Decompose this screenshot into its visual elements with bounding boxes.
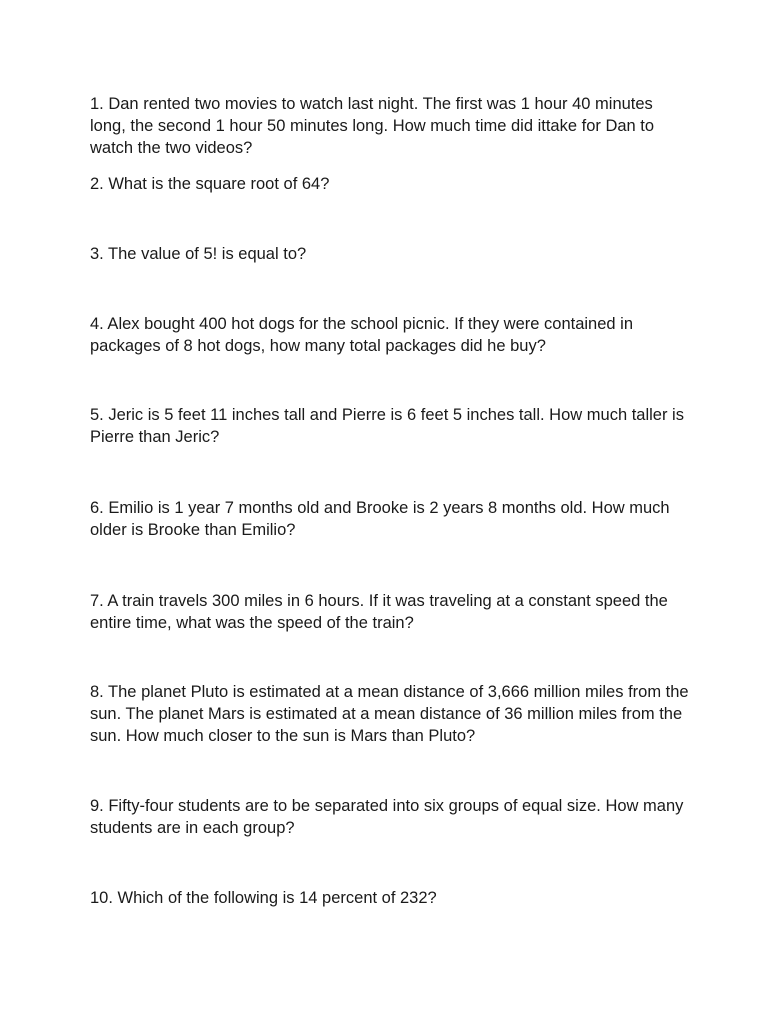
question-3: 3. The value of 5! is equal to? — [90, 245, 307, 263]
question-2: 2. What is the square root of 64? — [90, 175, 330, 193]
question-8: 8. The planet Pluto is estimated at a mean distance of 3,666 million miles from the sun. The planet Mars is estimated at a mean distance of 36 million miles from the sun. How much closer to the sun is Mars than Pluto? — [90, 683, 689, 745]
question-10: 10. Which of the following is 14 percent of 232? — [90, 889, 437, 907]
question-6: 6. Emilio is 1 year 7 months old and Brooke is 2 years 8 months old. How much older is Brooke than Emilio? — [90, 499, 670, 539]
question-7: 7. A train travels 300 miles in 6 hours. If it was traveling at a constant speed the entire time, what was the speed of the train? — [90, 592, 668, 632]
question-9: 9. Fifty-four students are to be separated into six groups of equal size. How many students are in each group? — [90, 797, 684, 837]
question-5: 5. Jeric is 5 feet 11 inches tall and Pierre is 6 feet 5 inches tall. How much taller is Pierre than Jeric? — [90, 406, 684, 446]
question-1: 1. Dan rented two movies to watch last night. The first was 1 hour 40 minutes long, the second 1 hour 50 minutes long. How much time did ittake for Dan to watch the two videos? — [90, 95, 655, 157]
question-4: 4. Alex bought 400 hot dogs for the school picnic. If they were contained in packages of 8 hot dogs, how many total packages did he buy? — [90, 315, 634, 355]
